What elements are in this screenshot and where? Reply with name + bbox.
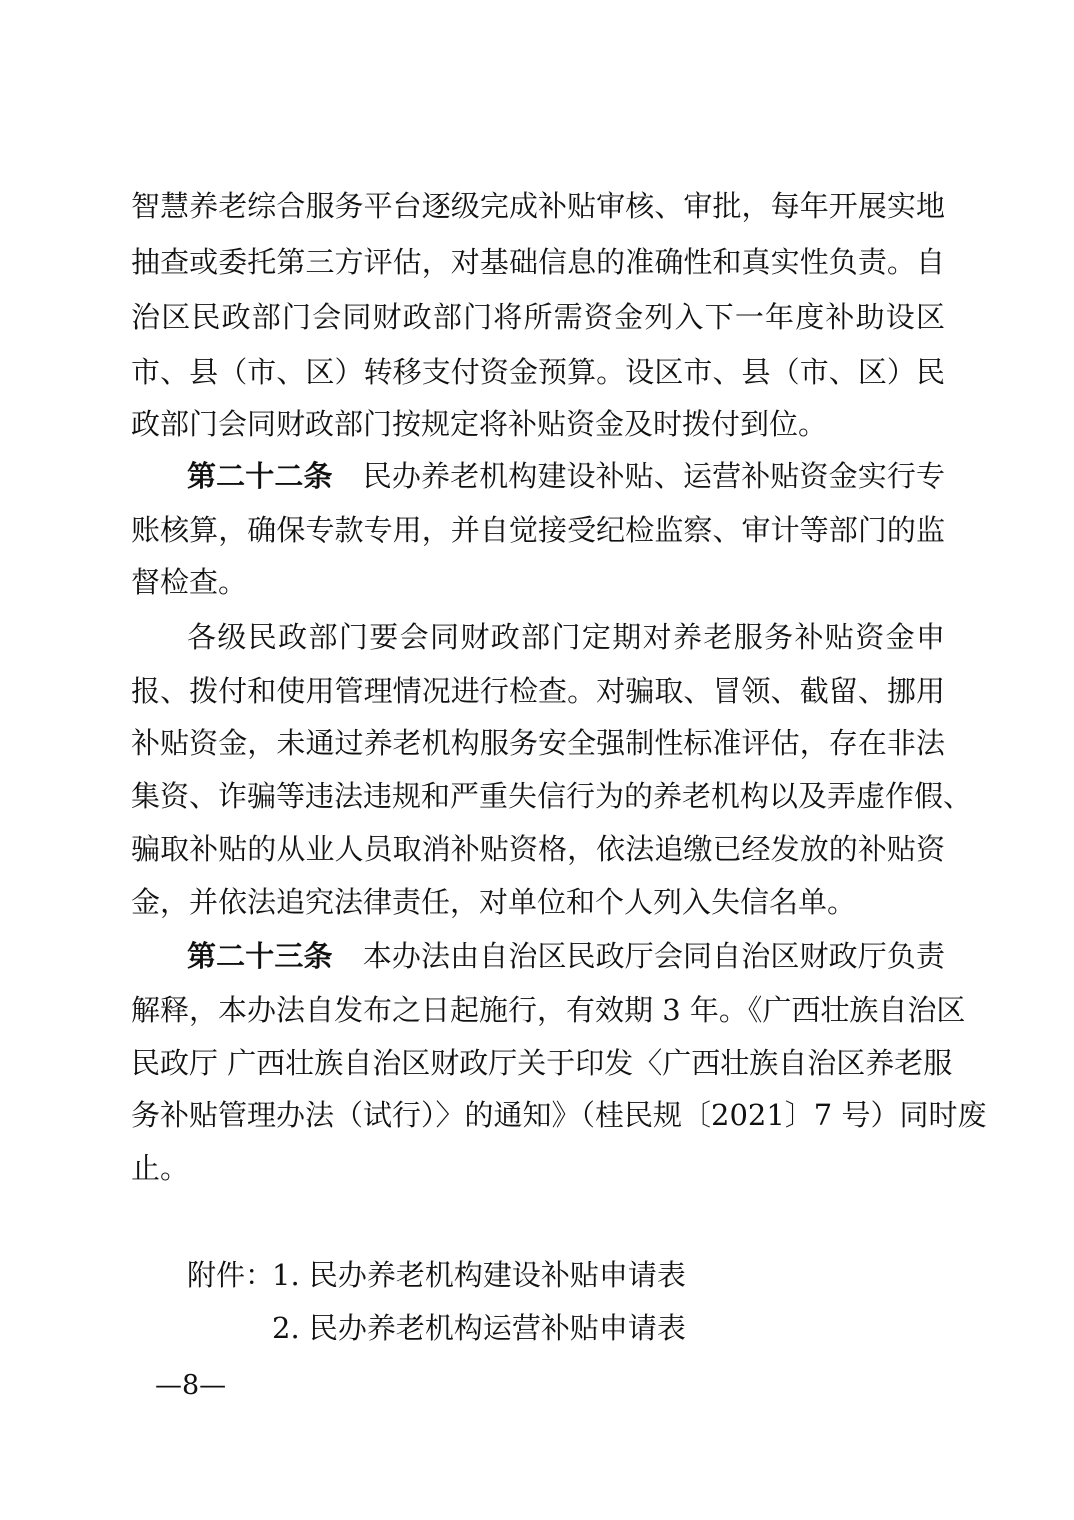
article-heading: 第二十三条 <box>187 939 333 973</box>
text-line: 止。 <box>131 1151 190 1185</box>
text-line: 解释，本办法自发布之日起施行，有效期 3 年。《广西壮族自治区 <box>131 993 966 1027</box>
text-line: 督检查。 <box>131 565 248 599</box>
article-first-line <box>187 936 945 976</box>
attachment-item: 2. 民办养老机构运营补贴申请表 <box>272 1311 686 1345</box>
text-line: 治区民政部门会同财政部门将所需资金列入下一年度补助设区 <box>131 300 945 334</box>
page-number: —8— <box>155 1370 227 1401</box>
article-text: 民办养老机构建设补贴、运营补贴资金实行专 <box>362 459 945 493</box>
text-line: 政部门会同财政部门按规定将补贴资金及时拨付到位。 <box>131 407 828 441</box>
text-line: 账核算，确保专款专用，并自觉接受纪检监察、审计等部门的监 <box>131 513 945 547</box>
text-line: 各级民政部门要会同财政部门定期对养老服务补贴资金申 <box>187 620 945 654</box>
text-line: 补贴资金，未通过养老机构服务安全强制性标准评估，存在非法 <box>131 726 945 760</box>
article-text: 本办法由自治区民政厅会同自治区财政厅负责 <box>362 939 945 973</box>
text-line: 金，并依法追究法律责任，对单位和个人列入失信名单。 <box>131 885 857 919</box>
article-heading: 第二十二条 <box>187 459 333 493</box>
attachments-label: 附件： <box>187 1258 275 1292</box>
text-line: 抽查或委托第三方评估，对基础信息的准确性和真实性负责。自 <box>131 245 945 279</box>
article-first-line <box>187 456 945 496</box>
text-line: 骗取补贴的从业人员取消补贴资格，依法追缴已经发放的补贴资 <box>131 832 945 866</box>
text-line: 务补贴管理办法（试行）〉的通知》（桂民规〔2021〕7 号）同时废 <box>131 1098 987 1132</box>
attachment-item: 1. 民办养老机构建设补贴申请表 <box>272 1258 686 1292</box>
text-line: 报、拨付和使用管理情况进行检查。对骗取、冒领、截留、挪用 <box>131 674 945 708</box>
text-line: 智慧养老综合服务平台逐级完成补贴审核、审批，每年开展实地 <box>131 189 945 223</box>
text-line: 集资、诈骗等违法违规和严重失信行为的养老机构以及弄虚作假、 <box>131 779 973 813</box>
text-line: 民政厅 广西壮族自治区财政厅关于印发〈广西壮族自治区养老服 <box>131 1046 953 1080</box>
text-line: 市、县（市、区）转移支付资金预算。设区市、县（市、区）民 <box>131 355 945 389</box>
